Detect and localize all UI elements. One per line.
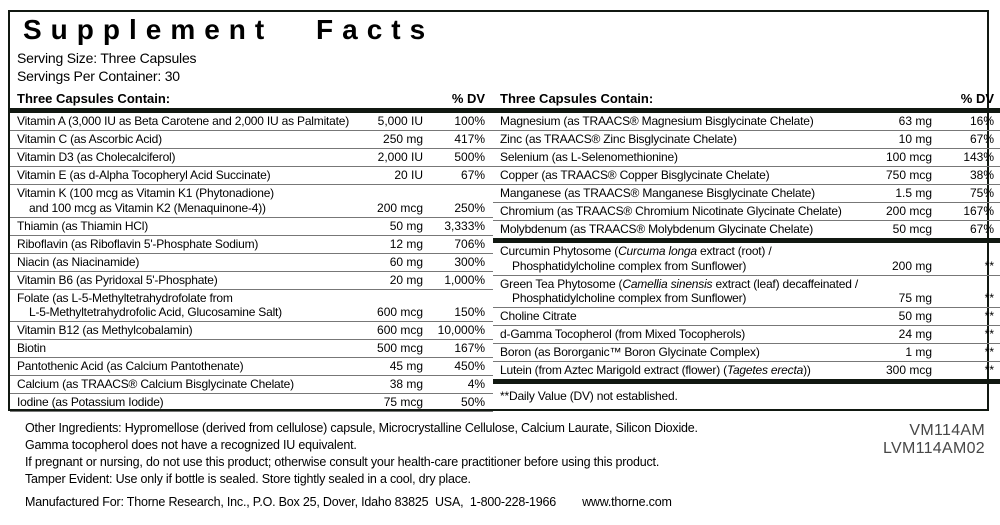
nutrient-amount: 20 mg (389, 272, 424, 287)
nutrient-dv: 4% (467, 377, 486, 391)
nutrient-row (10, 394, 493, 412)
nutrient-dv: 67% (461, 168, 486, 182)
nutrient-label-line (10, 168, 349, 183)
label-text: Niacin (as Niacinamide) (17, 254, 140, 269)
nutrient-label-line (10, 273, 349, 288)
nutrient-label-line (493, 309, 858, 324)
nutrient-label (493, 277, 858, 306)
nutrient-label (10, 395, 349, 410)
label-text: Zinc (as TRAACS® Zinc Bisglycinate Chelate) (500, 132, 737, 146)
nutrient-amount: 24 mg (898, 327, 933, 341)
product-codes (883, 422, 985, 458)
nutrient-label-line (493, 244, 858, 259)
right-column (493, 90, 1000, 412)
nutrient-label (10, 219, 349, 234)
nutrient-label (10, 114, 349, 129)
nutrient-label (493, 204, 858, 219)
label-text: Manganese (as TRAACS® Manganese Bisglycinate Chelate) (500, 186, 815, 200)
nutrient-dv: ** (984, 291, 995, 305)
nutrient-dv: 706% (454, 236, 486, 251)
nutrient-label-line (10, 323, 349, 338)
nutrient-label-line (493, 114, 858, 129)
nutrient-label-line (10, 305, 349, 320)
nutrient-label-line (493, 186, 858, 201)
nutrient-row (493, 344, 1000, 362)
nutrient-row (10, 149, 493, 167)
nutrient-label-line (10, 255, 349, 270)
nutrient-dv: 450% (454, 359, 486, 373)
manufactured-for-text: Manufactured For: Thorne Research, Inc., P.O. Box 25, Dover, Idaho 83825 USA, 1-800-228-1966 (25, 495, 557, 509)
nutrient-dv: 167% (454, 341, 486, 355)
nutrient-dv: ** (984, 345, 995, 359)
website-text: www.thorne.com (582, 495, 672, 509)
botanical-name: Curcuma longa (618, 244, 697, 258)
column-header-label: Three Capsules Contain: (500, 91, 654, 106)
panel-title: Supplement Facts (23, 14, 435, 45)
nutrient-label-line (493, 150, 858, 165)
pregnancy-warning: If pregnant or nursing, do not use this product; otherwise consult your health-care practitioner before using this product. (25, 455, 660, 469)
nutrient-row (10, 340, 493, 358)
label-text: Biotin (17, 341, 46, 355)
lot-code: LVM114AM02 (882, 440, 985, 457)
left-column-header (10, 90, 493, 108)
nutrient-dv: 1,000% (444, 272, 486, 287)
nutrient-dv: 167% (963, 204, 995, 218)
label-text: Molybdenum (as TRAACS® Molybdenum Glycinate Chelate) (500, 222, 814, 236)
nutrient-dv: ** (984, 309, 995, 323)
nutrient-dv: 143% (963, 150, 995, 164)
nutrient-amount: 45 mg (389, 359, 424, 373)
nutrient-label (10, 150, 349, 165)
nutrient-amount: 38 mg (389, 377, 424, 391)
nutrient-label-line (10, 219, 349, 234)
nutrient-row (493, 221, 1000, 243)
nutrient-amount: 1.5 mg (895, 186, 933, 200)
dv-header: % DV (451, 91, 486, 106)
label-text: Lutein (from Aztec Marigold extract (flower) ( (500, 363, 727, 377)
footer (25, 420, 985, 511)
nutrient-amount: 75 mcg (383, 395, 424, 409)
nutrient-row (10, 236, 493, 254)
label-text: Vitamin K (100 mcg as Vitamin K1 (Phytonadione) (17, 186, 274, 200)
nutrient-amount: 500 mcg (377, 341, 424, 355)
nutrient-amount: 200 mcg (885, 204, 933, 218)
nutrient-row (493, 203, 1000, 221)
nutrient-row (493, 113, 1000, 131)
nutrient-dv: 67% (969, 132, 995, 146)
label-text: Phosphatidylcholine complex from Sunflower) (512, 258, 747, 273)
nutrient-row (10, 272, 493, 290)
nutrient-dv: 50% (461, 395, 486, 409)
nutrient-dv: 67% (969, 222, 995, 236)
nutrient-label (493, 363, 858, 378)
label-text: Green Tea Phytosome ( (500, 276, 623, 291)
nutrient-amount: 63 mg (898, 114, 933, 128)
nutrient-row (10, 185, 493, 218)
label-text: Selenium (as L-Selenomethionine) (500, 150, 678, 164)
nutrient-dv: 3,333% (444, 218, 486, 233)
nutrient-row (493, 149, 1000, 167)
nutrient-columns (10, 90, 995, 412)
label-text: Copper (as TRAACS® Copper Bisglycinate Chelate) (500, 168, 770, 182)
nutrient-label (493, 168, 858, 183)
nutrient-amount: 50 mg (898, 309, 933, 323)
label-text: Folate (as L-5-Methyltetrahydrofolate from (17, 290, 233, 305)
label-text: Vitamin A (3,000 IU as Beta Carotene and 2,000 IU as Palmitate) (17, 114, 350, 128)
label-text: Choline Citrate (500, 309, 577, 323)
serving-size: Serving Size: Three Capsules (17, 50, 197, 66)
manufactured-for-line (25, 494, 985, 511)
nutrient-label (10, 273, 349, 288)
label-text: Vitamin E (as d-Alpha Tocopheryl Acid Succinate) (17, 168, 271, 182)
nutrient-dv: ** (984, 327, 995, 341)
nutrient-label-line (10, 377, 349, 392)
nutrient-label (493, 327, 858, 342)
other-ingredients-text: Other Ingredients: Hypromellose (derived from cellulose) capsule, Microcrystalline Cellulose, Calcium Laurate, Silicon Dioxide. (25, 421, 698, 435)
nutrient-label-line (10, 114, 349, 129)
nutrient-row (10, 131, 493, 149)
nutrient-row (493, 308, 1000, 326)
label-text: L-5-Methyltetrahydrofolic Acid, Glucosamine Salt) (29, 305, 282, 319)
nutrient-dv: ** (984, 258, 995, 273)
nutrient-label (10, 237, 349, 252)
botanical-name: Tagetes erecta (726, 363, 804, 377)
nutrient-dv: 16% (969, 114, 995, 128)
label-text: Pantothenic Acid (as Calcium Pantothenate) (17, 359, 244, 373)
nutrient-row (10, 322, 493, 340)
nutrient-row (10, 376, 493, 394)
tamper-evident-note: Tamper Evident: Use only if bottle is sealed. Store tightly sealed in a cool, dry place. (25, 472, 471, 486)
nutrient-amount: 5,000 IU (377, 114, 424, 128)
nutrient-dv: 300% (454, 254, 486, 269)
nutrient-label-line (10, 291, 349, 306)
nutrient-label (10, 359, 349, 374)
nutrient-dv: 417% (454, 132, 486, 146)
nutrient-label-line (493, 363, 858, 378)
nutrient-row (10, 254, 493, 272)
label-text: d-Gamma Tocopherol (from Mixed Tocopherols) (500, 327, 746, 341)
nutrient-row (493, 185, 1000, 203)
nutrient-amount: 12 mg (389, 236, 424, 251)
label-text: and 100 mcg as Vitamin K2 (Menaquinone-4)) (29, 200, 266, 215)
gamma-tocopherol-note: Gamma tocopherol does not have a recognized IU equivalent. (25, 438, 357, 452)
nutrient-dv: 10,000% (437, 323, 486, 337)
label-text: Chromium (as TRAACS® Chromium Nicotinate Glycinate Chelate) (500, 204, 842, 218)
nutrient-label-line (493, 222, 858, 237)
nutrient-label (10, 132, 349, 147)
dv-footnote: **Daily Value (DV) not established. (500, 389, 678, 403)
nutrient-label (493, 222, 858, 237)
label-text: Iodine (as Potassium Iodide) (17, 395, 164, 409)
nutrient-amount: 75 mg (898, 291, 933, 305)
nutrient-amount: 600 mcg (377, 305, 424, 319)
nutrient-label-line (493, 168, 858, 183)
nutrient-label (10, 255, 349, 270)
nutrient-dv: 100% (454, 114, 486, 128)
label-text: Phosphatidylcholine complex from Sunflower) (512, 291, 747, 305)
label-text: Calcium (as TRAACS® Calcium Bisglycinate Chelate) (17, 377, 294, 391)
nutrient-dv: 500% (454, 150, 486, 164)
label-text: extract (root) / (696, 244, 772, 258)
nutrient-label-line (10, 201, 349, 216)
nutrient-label-line (10, 341, 349, 356)
nutrient-amount: 100 mcg (885, 150, 933, 164)
nutrient-label (10, 291, 349, 320)
nutrient-label-line (493, 277, 858, 292)
nutrient-amount: 300 mcg (885, 363, 933, 377)
nutrient-dv: 75% (969, 186, 995, 200)
nutrient-label (493, 186, 858, 201)
nutrient-label-line (10, 359, 349, 374)
label-text: extract (leaf) decaffeinated / (712, 276, 859, 291)
nutrient-label-line (10, 395, 349, 410)
nutrient-label (10, 377, 349, 392)
nutrient-amount: 50 mcg (892, 222, 933, 236)
nutrient-amount: 200 mcg (377, 200, 424, 215)
nutrient-amount: 200 mg (891, 258, 933, 273)
nutrient-label-line (493, 259, 858, 274)
nutrient-row (493, 326, 1000, 344)
nutrient-label-line (493, 204, 858, 219)
nutrient-amount: 20 IU (394, 168, 424, 182)
label-text: Magnesium (as TRAACS® Magnesium Bisglycinate Chelate) (500, 114, 814, 128)
nutrient-row (493, 362, 1000, 384)
nutrient-label-line (493, 132, 858, 147)
right-rows (493, 113, 1000, 384)
nutrient-label (493, 150, 858, 165)
nutrient-amount: 50 mg (389, 218, 424, 233)
nutrient-amount: 250 mg (383, 132, 424, 146)
left-column (10, 90, 493, 412)
label-text: Riboflavin (as Riboflavin 5'-Phosphate Sodium) (17, 236, 259, 251)
column-header-label: Three Capsules Contain: (17, 91, 171, 106)
nutrient-label-line (10, 150, 349, 165)
right-column-header (493, 90, 1000, 108)
nutrient-amount: 10 mg (898, 132, 933, 146)
nutrient-amount: 60 mg (389, 254, 424, 269)
nutrient-amount: 1 mg (905, 345, 933, 359)
nutrient-row (10, 167, 493, 185)
nutrient-label-line (10, 237, 349, 252)
nutrient-amount: 2,000 IU (377, 150, 424, 164)
botanical-name: Camellia sinensis (622, 276, 713, 291)
nutrient-row (493, 167, 1000, 185)
nutrient-dv: 250% (454, 200, 486, 215)
nutrient-label (493, 309, 858, 324)
nutrient-label (493, 114, 858, 129)
nutrient-label (10, 341, 349, 356)
nutrient-label-line (10, 186, 349, 201)
nutrient-label (493, 132, 858, 147)
label-text: )) (803, 363, 811, 377)
label-text: Vitamin B6 (as Pyridoxal 5'-Phosphate) (17, 272, 218, 287)
nutrient-row (493, 131, 1000, 149)
label-text: Vitamin C (as Ascorbic Acid) (17, 132, 162, 146)
label-text: Thiamin (as Thiamin HCl) (17, 218, 149, 233)
nutrient-row (10, 113, 493, 131)
nutrient-dv: 38% (969, 168, 995, 182)
nutrient-dv: 150% (454, 305, 486, 319)
label-text: Curcumin Phytosome ( (500, 244, 619, 258)
nutrient-dv: ** (984, 363, 995, 377)
product-code: VM114AM (909, 422, 985, 439)
supplement-facts-panel (8, 10, 995, 411)
nutrient-label (10, 323, 349, 338)
nutrient-row (493, 243, 1000, 276)
nutrient-label (493, 244, 858, 273)
nutrient-label (493, 345, 858, 360)
nutrient-label (10, 186, 349, 215)
nutrient-row (10, 218, 493, 236)
nutrient-amount: 600 mcg (377, 323, 424, 337)
left-rows (10, 113, 493, 412)
nutrient-row (493, 276, 1000, 309)
label-text: Vitamin D3 (as Cholecalciferol) (17, 150, 176, 164)
label-text: Vitamin B12 (as Methylcobalamin) (17, 323, 193, 337)
nutrient-label-line (493, 291, 858, 306)
nutrient-label (10, 168, 349, 183)
nutrient-row (10, 358, 493, 376)
nutrient-amount: 750 mcg (885, 168, 933, 182)
label-text: Boron (as Bororganic™ Boron Glycinate Complex) (500, 345, 760, 359)
dv-header: % DV (960, 91, 995, 106)
nutrient-label-line (10, 132, 349, 147)
nutrient-row (10, 290, 493, 323)
nutrient-label-line (493, 327, 858, 342)
servings-per-container: Servings Per Container: 30 (17, 68, 180, 84)
nutrient-label-line (493, 345, 858, 360)
